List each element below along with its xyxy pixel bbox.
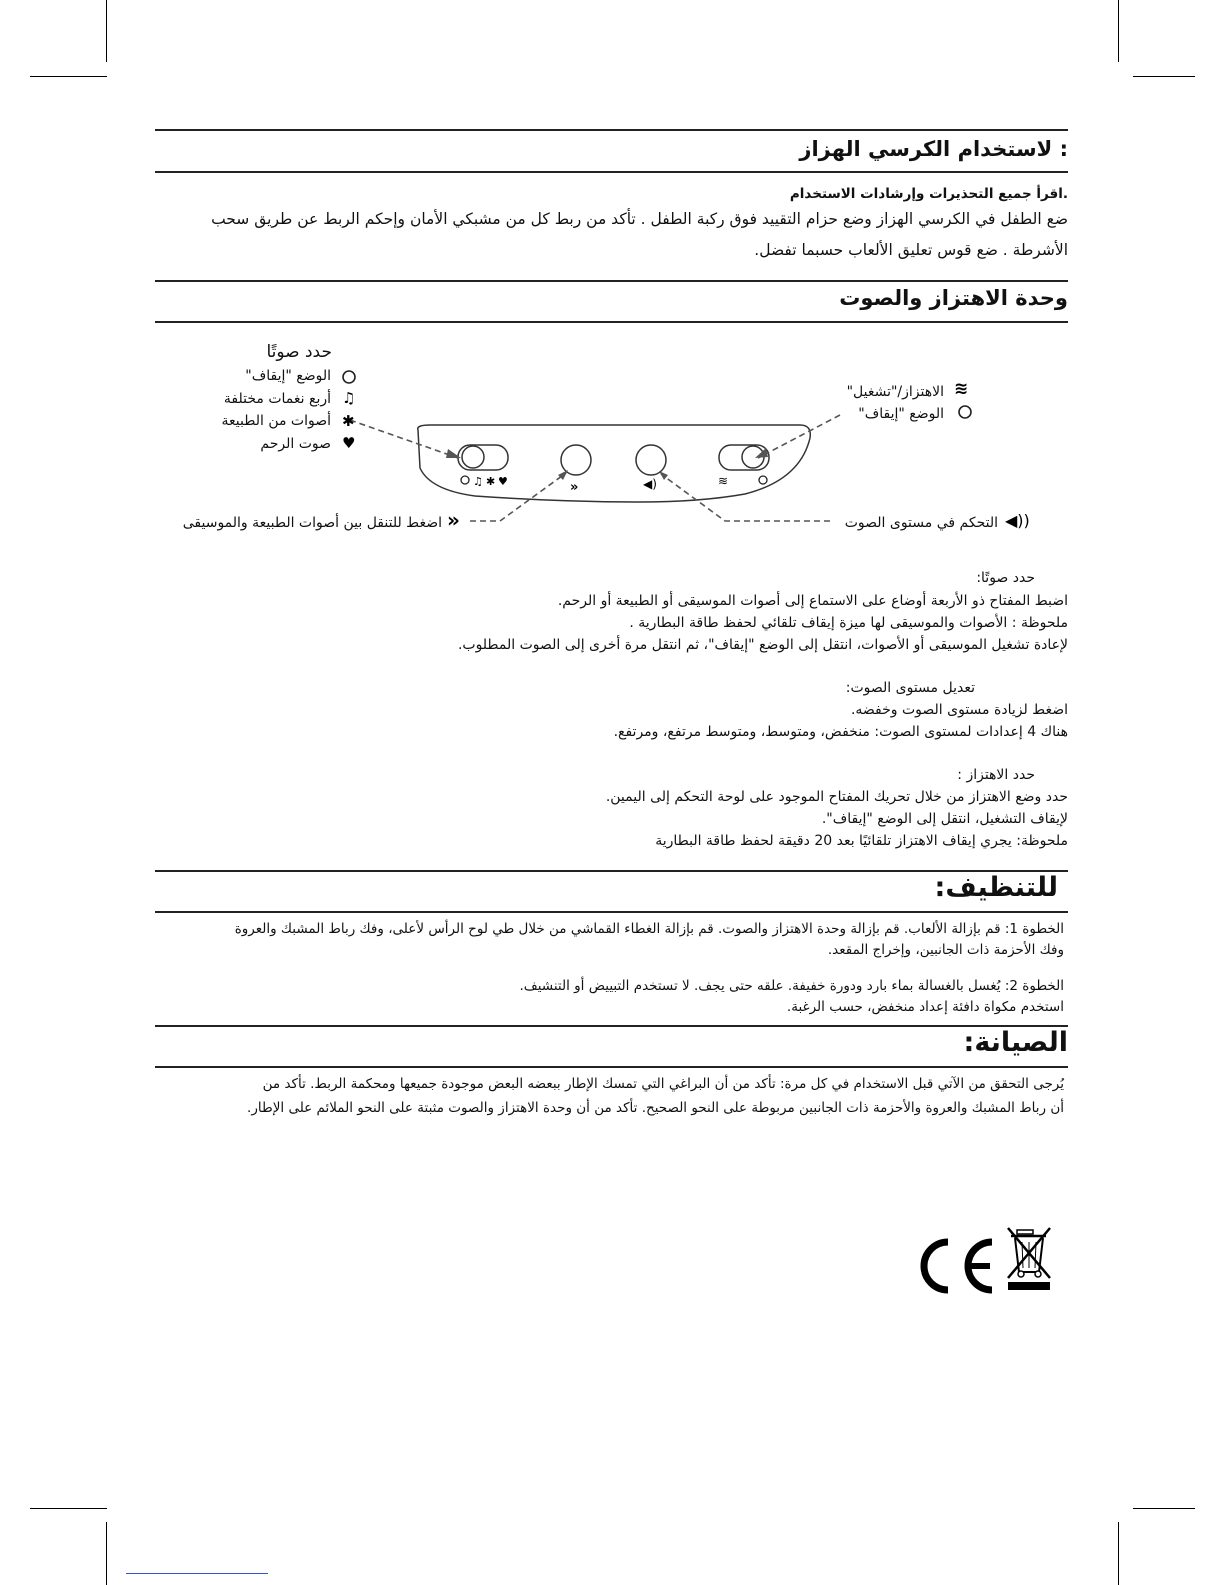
- cleaning-step-line: استخدم مكواة دافئة إعداد منخفض، حسب الرغبة.: [786, 999, 1064, 1015]
- instruction-line: لإعادة تشغيل الموسيقى أو الأصوات، انتقل إلى الوضع "إيقاف"، ثم انتقل مرة أخرى إلى الصوت المطلوب.: [457, 637, 1068, 653]
- divider: [155, 129, 1068, 131]
- crop-mark: [1118, 0, 1119, 62]
- crop-mark: [106, 0, 107, 62]
- footer-link-underline: [126, 1573, 268, 1574]
- instruction-line: لإيقاف التشغيل، انتقل إلى الوضع "إيقاف".: [821, 811, 1068, 827]
- sound-option-label: صوت الرحم: [260, 436, 331, 452]
- volume-caption: التحكم في مستوى الصوت: [844, 515, 998, 531]
- cleaning-step-line: وفك الأحزمة ذات الجانبين، وإخراج المقعد.: [827, 942, 1064, 958]
- ce-mark-icon: [914, 1236, 996, 1296]
- divider: [155, 280, 1068, 282]
- nature-icon: ✱: [486, 475, 496, 488]
- instruction-line: ملحوظة: يجري إيقاف الاهتزاز تلقائيًا بعد 20 دقيقة لحفظ طاقة البطارية: [655, 833, 1068, 849]
- next-icon: »: [570, 480, 579, 495]
- sound-group-title: حدد صوتًا: [266, 342, 332, 362]
- sound-option-label: أصوات من الطبيعة: [221, 413, 331, 429]
- sound-option-label: أربع نغمات مختلفة: [223, 391, 331, 407]
- maintenance-line: يُرجى التحقق من الآتي قبل الاستخدام في كل مرة: تأكد من أن البراغي التي تمسك الإطار ببعضه البعض موجودة جميعها ومحكمة الربط. تأكد من: [262, 1076, 1064, 1092]
- unit-title: وحدة الاهتزاز والصوت: [839, 286, 1068, 310]
- instruction-line: اضبط المفتاح ذو الأربعة أوضاع على الاستماع إلى أصوات الموسيقى أو الطبيعة أو الرحم.: [557, 593, 1068, 609]
- usage-intro: .اقرأ جميع التحذيرات وإرشادات الاستخدام: [789, 186, 1068, 202]
- instruction-line: ملحوظة : الأصوات والموسيقى لها ميزة إيقاف تلقائي لحفظ طاقة البطارية .: [629, 615, 1068, 631]
- usage-title: : لاستخدام الكرسي الهزاز: [799, 137, 1068, 161]
- waves-icon: ≋: [954, 379, 969, 399]
- next-icon: »: [447, 508, 460, 532]
- crop-mark: [30, 76, 107, 77]
- crop-mark: [30, 1508, 107, 1509]
- cleaning-title: للتنظيف:: [934, 872, 1058, 903]
- vibration-option-label: الوضع "إيقاف": [858, 406, 944, 422]
- off-circle-icon: [959, 406, 971, 418]
- volume-title: تعديل مستوى الصوت:: [845, 680, 975, 696]
- music-note-icon: ♫: [342, 389, 356, 407]
- instruction-line: حدد وضع الاهتزاز من خلال تحريك المفتاح الموجود على لوحة التحكم إلى اليمين.: [605, 789, 1068, 805]
- instruction-line: هناك 4 إعدادات لمستوى الصوت: منخفض، ومتوسط، ومتوسط مرتفع، ومرتفع.: [613, 724, 1068, 740]
- volume-icon: ◀)): [1005, 511, 1030, 530]
- divider: [155, 1066, 1068, 1068]
- vibration-option-label: الاهتزاز/"تشغيل": [846, 384, 944, 400]
- heart-icon: ♥: [498, 475, 508, 488]
- control-unit-diagram: [0, 330, 1225, 570]
- select-sound-title: حدد صوتًا:: [976, 570, 1035, 586]
- vibration-title: حدد الاهتزاز :: [957, 767, 1035, 783]
- crop-mark: [1118, 1522, 1119, 1585]
- maintenance-title: الصيانة:: [963, 1027, 1068, 1058]
- volume-icon: ◀): [643, 477, 657, 491]
- volume-button: [636, 445, 666, 475]
- divider: [155, 1025, 1068, 1027]
- cleaning-step-line: الخطوة 2: يُغسل بالغسالة بماء بارد ودورة خفيفة. علقه حتى يجف. لا تستخدم التبييض أو التنشيف.: [519, 978, 1064, 994]
- instruction-line: اضغط لزيادة مستوى الصوت وخفضه.: [850, 702, 1068, 718]
- divider: [155, 911, 1068, 913]
- divider: [155, 870, 1068, 872]
- cleaning-step-line: الخطوة 1: قم بإزالة الألعاب. قم بإزالة وحدة الاهتزاز والصوت. قم بإزالة الغطاء القماشي من خلال طي لوح الرأس لأعلى، وفك رباط المشبك والعروة: [234, 921, 1064, 937]
- heart-icon: ♥: [342, 434, 356, 452]
- usage-paragraph-line: الأشرطة . ضع قوس تعليق الألعاب حسبما تفضل.: [754, 241, 1068, 259]
- usage-paragraph-line: ضع الطفل في الكرسي الهزاز وضع حزام التقييد فوق ركبة الطفل . تأكد من ربط كل من مشبكي الأمان وإحكم الربط عن طريق سحب: [211, 210, 1068, 228]
- music-note-icon: ♫: [473, 475, 483, 488]
- crop-mark: [106, 1522, 107, 1585]
- crop-mark: [1133, 76, 1195, 77]
- off-circle-icon: [343, 371, 355, 383]
- waves-icon: ≋: [718, 474, 729, 488]
- divider: [155, 321, 1068, 323]
- divider: [155, 171, 1068, 173]
- weee-bin-icon: [1006, 1224, 1056, 1296]
- sound-option-label: الوضع "إيقاف": [245, 368, 331, 384]
- next-button: [561, 445, 591, 475]
- next-button-caption: اضغط للتنقل بين أصوات الطبيعة والموسيقى: [182, 515, 442, 531]
- nature-icon: ✱: [342, 412, 355, 430]
- crop-mark: [1133, 1508, 1195, 1509]
- maintenance-line: أن رباط المشبك والعروة والأحزمة ذات الجانبين مربوطة على النحو الصحيح. تأكد من أن وحدة الاهتزاز والصوت مثبتة على النحو الملائم على الإطار.: [247, 1100, 1064, 1116]
